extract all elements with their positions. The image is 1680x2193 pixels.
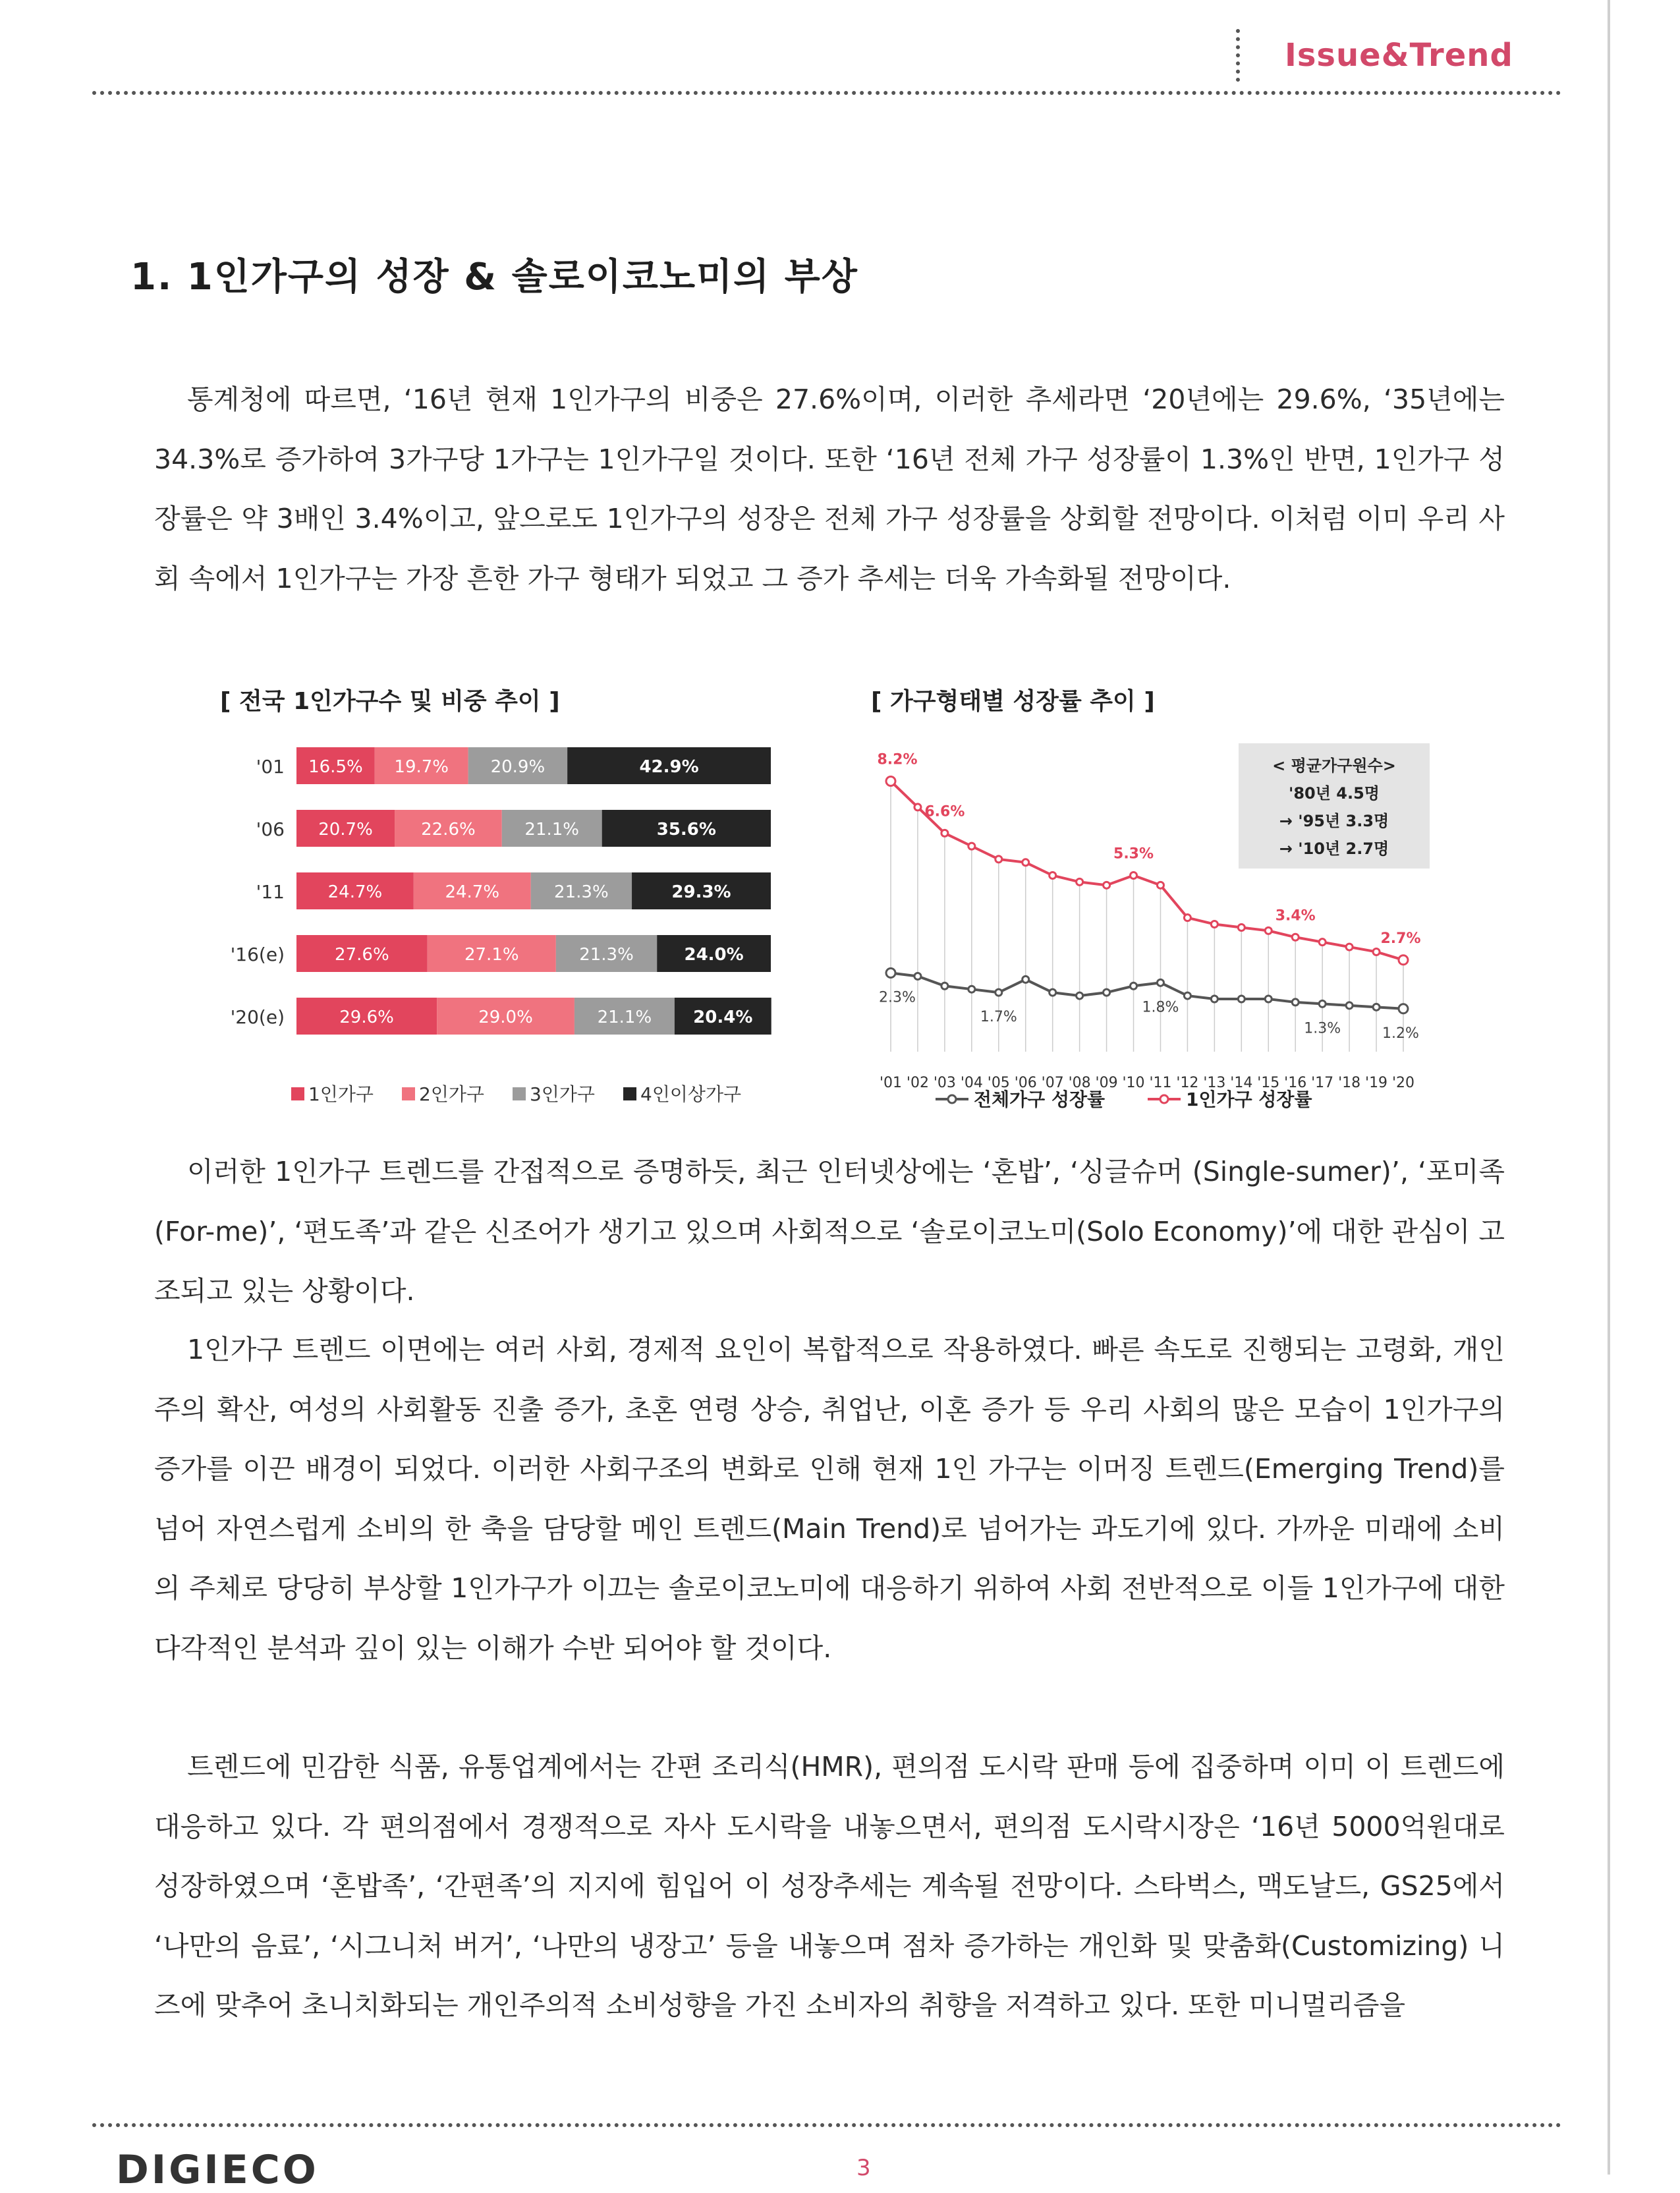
data-point <box>968 986 975 992</box>
data-point <box>941 983 948 989</box>
paragraph-1: 통계청에 따르면, ‘16년 현재 1인가구의 비중은 27.6%이며, 이러한 추세라면 ‘20년에는 29.6%, ‘35년에는 34.3%로 증가하여 3가구당 1가구는 1인가구일 것이다. 또한 ‘16년 전체 가구 성장률이 1.3%인 반면, 1인가구 성장률은 약 3배인 3.4%이고, 앞으로도 1인가구의 성장은 전체 가구 성장률을 상회할 전망이다. 이처럼 이미 우리 사회 속에서 1인가구는 가장 흔한 가구 형태가 되었고 그 증가 추세는 더욱 가속화될 전망이다. <box>154 384 1505 594</box>
x-tick-label: '15 <box>1257 1075 1280 1091</box>
data-point <box>1050 872 1056 879</box>
data-point <box>886 776 895 785</box>
data-point <box>1157 979 1163 986</box>
data-label: 3.4% <box>1275 907 1316 925</box>
data-label: 21.1% <box>524 820 580 840</box>
data-label: 1.7% <box>980 1009 1017 1026</box>
data-label: 22.6% <box>421 820 476 840</box>
header-rule <box>92 91 1561 95</box>
annotation-text: → '95년 3.3명 <box>1279 812 1389 830</box>
data-point <box>1399 1004 1408 1013</box>
data-label: 20.4% <box>693 1008 753 1027</box>
data-point <box>1184 992 1190 999</box>
annotation-text: '80년 4.5명 <box>1289 784 1380 803</box>
x-tick-label: '18 <box>1338 1075 1361 1091</box>
data-point <box>1184 915 1190 921</box>
legend-label: 1인가구 성장률 <box>1186 1089 1312 1110</box>
data-label: 1.3% <box>1304 1020 1341 1037</box>
x-tick-label: '05 <box>987 1075 1010 1091</box>
line-chart <box>856 731 1449 1127</box>
stacked-bar-chart <box>217 731 810 1127</box>
x-tick-label: '14 <box>1230 1075 1253 1091</box>
data-label: 21.1% <box>597 1008 652 1027</box>
legend-swatch <box>513 1087 526 1100</box>
legend-label: 3인가구 <box>530 1083 595 1105</box>
category-label: '20(e) <box>230 1006 285 1028</box>
data-point <box>1104 989 1110 996</box>
x-tick-label: '09 <box>1095 1075 1118 1091</box>
legend-marker <box>948 1095 956 1103</box>
data-point <box>1077 992 1083 999</box>
legend-label: 전체가구 성장률 <box>974 1089 1106 1110</box>
data-label: 27.6% <box>335 945 389 965</box>
header-divider <box>1236 29 1240 82</box>
data-label: 24.0% <box>684 945 744 965</box>
x-tick-label: '03 <box>933 1075 956 1091</box>
x-tick-label: '16 <box>1284 1075 1307 1091</box>
category-label: '01 <box>256 756 285 778</box>
data-point <box>1319 939 1326 946</box>
x-tick-label: '02 <box>906 1075 929 1091</box>
data-point <box>1292 934 1299 940</box>
data-label: 2.3% <box>879 989 916 1006</box>
data-point <box>941 830 948 836</box>
data-label: 29.6% <box>339 1008 394 1027</box>
data-label: 24.7% <box>327 882 383 902</box>
data-point <box>1211 996 1218 1002</box>
data-label: 20.7% <box>318 820 373 840</box>
legend-label: 1인가구 <box>308 1083 374 1105</box>
chart2-title: [ 가구형태별 성장률 추이 ] <box>871 688 1155 715</box>
data-point <box>1238 924 1245 930</box>
data-point <box>1265 927 1272 934</box>
paragraph-4: 트렌드에 민감한 식품, 유통업계에서는 간편 조리식(HMR), 편의점 도시락 판매 등에 집중하며 이미 이 트렌드에 대응하고 있다. 각 편의점에서 경쟁적으로 자사 도시락을 내놓으면서, 편의점 도시락시장은 ‘16년 5000억원대로 성장하였으며 ‘혼밥족’, ‘간편족’의 지지에 힘입어 이 성장추세는 계속될 전망이다. 스타벅스, 맥도날드, GS25에서 ‘나만의 음료’, ‘시그니처 버거’, ‘나만의 냉장고’ 등을 내놓으며 점차 증가하는 개인화 및 맞춤화(Customizing) 니즈에 맞추어 초니치화되는 개인주의적 소비성향을 가진 소비자의 취향을 저격하고 있다. 또한 미니멀리즘을 <box>154 1751 1505 2021</box>
data-label: 27.1% <box>464 945 519 965</box>
data-label: 1.8% <box>1142 999 1179 1016</box>
data-label: 21.3% <box>579 945 634 965</box>
annotation-text: < 평균가구원수> <box>1272 756 1396 775</box>
x-tick-label: '08 <box>1068 1075 1091 1091</box>
data-point <box>1238 996 1245 1002</box>
data-point <box>995 856 1002 863</box>
data-point <box>1265 996 1272 1002</box>
chart1-title: [ 전국 1인가구수 및 비중 추이 ] <box>220 688 560 715</box>
x-tick-label: '04 <box>960 1075 983 1091</box>
x-tick-label: '07 <box>1041 1075 1064 1091</box>
data-point <box>1157 882 1163 888</box>
data-point <box>886 969 895 978</box>
data-point <box>1319 1000 1326 1007</box>
data-label: 29.3% <box>671 882 731 902</box>
header-title: Issue&Trend <box>1285 37 1513 74</box>
section-title: 1. 1인가구의 성장 & 솔로이코노미의 부상 <box>130 256 858 299</box>
data-point <box>995 989 1002 996</box>
data-point <box>1373 1004 1380 1010</box>
data-label: 24.7% <box>445 882 500 902</box>
data-label: 20.9% <box>490 757 546 777</box>
data-label: 19.7% <box>394 757 449 777</box>
category-label: '16(e) <box>230 944 285 965</box>
data-point <box>1022 859 1029 866</box>
legend-swatch <box>291 1087 304 1100</box>
page-right-edge <box>1608 0 1610 2175</box>
x-tick-label: '17 <box>1311 1075 1334 1091</box>
data-point <box>1292 999 1299 1006</box>
legend-swatch <box>402 1087 415 1100</box>
data-point <box>1104 882 1110 888</box>
data-point <box>1373 948 1380 955</box>
data-point <box>1211 921 1218 928</box>
data-label: 35.6% <box>656 820 716 840</box>
x-tick-label: '10 <box>1122 1075 1145 1091</box>
data-point <box>1022 976 1029 983</box>
data-label: 5.3% <box>1113 845 1154 863</box>
legend-swatch <box>623 1087 636 1100</box>
data-label: 6.6% <box>924 803 965 820</box>
data-label: 42.9% <box>639 757 699 777</box>
data-point <box>1346 944 1353 950</box>
data-point <box>1131 983 1137 989</box>
data-point <box>1131 872 1137 879</box>
data-point <box>914 973 921 979</box>
data-label: 16.5% <box>308 757 363 777</box>
x-tick-label: '06 <box>1014 1075 1037 1091</box>
category-label: '11 <box>256 881 285 903</box>
data-point <box>1050 989 1056 996</box>
footer-rule <box>92 2123 1561 2127</box>
data-point <box>1399 955 1408 965</box>
x-tick-label: '19 <box>1365 1075 1388 1091</box>
data-label: 2.7% <box>1380 930 1421 947</box>
legend-marker <box>1160 1095 1168 1103</box>
paragraph-2: 이러한 1인가구 트렌드를 간접적으로 증명하듯, 최근 인터넷상에는 ‘혼밥’, ‘싱글슈머 (Single-sumer)’, ‘포미족(For-me)’, ‘편도족’과 같은 신조어가 생기고 있으며 사회적으로 ‘솔로이코노미(Solo Economy)’에 대한 관심이 고조되고 있는 상황이다. <box>154 1156 1505 1307</box>
x-tick-label: '11 <box>1149 1075 1172 1091</box>
x-tick-label: '13 <box>1203 1075 1226 1091</box>
legend-label: 4인이상가구 <box>640 1083 742 1105</box>
data-label: 8.2% <box>877 751 918 768</box>
x-tick-label: '12 <box>1176 1075 1199 1091</box>
footer-logo: DIGIECO <box>116 2147 319 2193</box>
annotation-text: → '10년 2.7명 <box>1279 840 1389 858</box>
legend-label: 2인가구 <box>419 1083 484 1105</box>
data-point <box>1077 878 1083 885</box>
data-label: 29.0% <box>478 1008 533 1027</box>
page-number: 3 <box>856 2155 871 2181</box>
data-point <box>968 843 975 849</box>
data-label: 1.2% <box>1382 1025 1419 1042</box>
x-tick-label: '20 <box>1391 1075 1415 1091</box>
data-point <box>914 804 921 811</box>
data-label: 21.3% <box>554 882 609 902</box>
paragraph-3: 1인가구 트렌드 이면에는 여러 사회, 경제적 요인이 복합적으로 작용하였다. 빠른 속도로 진행되는 고령화, 개인주의 확산, 여성의 사회활동 진출 증가, 초혼 연령 상승, 취업난, 이혼 증가 등 우리 사회의 많은 모습이 1인가구의 증가를 이끈 배경이 되었다. 이러한 사회구조의 변화로 인해 현재 1인 가구는 이머징 트렌드(Emerging Trend)를 넘어 자연스럽게 소비의 한 축을 담당할 메인 트렌드(Main Trend)로 넘어가는 과도기에 있다. 가까운 미래에 소비의 주체로 당당히 부상할 1인가구가 이끄는 솔로이코노미에 대응하기 위하여 사회 전반적으로 이들 1인가구에 대한 다각적인 분석과 깊이 있는 이해가 수반 되어야 할 것이다. <box>154 1334 1505 1664</box>
data-point <box>1346 1002 1353 1009</box>
x-tick-label: '01 <box>879 1075 903 1091</box>
category-label: '06 <box>256 818 285 840</box>
